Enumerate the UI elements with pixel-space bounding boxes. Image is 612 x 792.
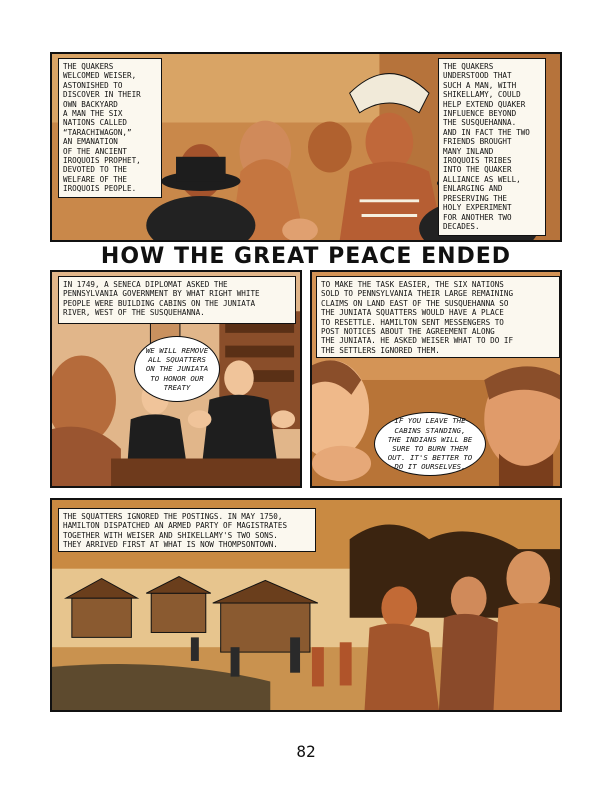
- caption-quakers-understood: THE QUAKERS UNDERSTOOD THAT SUCH A MAN, WITH SHIKELLAMY, COULD HELP EXTEND QUAKER INFLUENCE BEYOND THE SUSQUEHANNA. AND IN FACT THE TWO FRIENDS BROUGHT MANY INLAND IROQUOIS TRIBES INTO THE QUAKER ALLIANCE AS WELL, ENLARGING AND PRESERVING THE HOLY EXPERIMENT FOR ANOTHER TWO DECADES.: [438, 58, 546, 236]
- caption-squatters-ignored: THE SQUATTERS IGNORED THE POSTINGS. IN MAY 1750, HAMILTON DISPATCHED AN ARMED PARTY OF MAGISTRATES TOGETHER WITH WEISER AND SHIKELLAMY'S TWO SONS. THEY ARRIVED FIRST AT WHAT IS NOW THOMPSONTOWN.: [58, 508, 316, 552]
- section-heading: HOW THE GREAT PEACE ENDED: [100, 244, 512, 269]
- panel-sell-claims: [310, 270, 562, 488]
- speech-bubble-remove-squatters: WE WILL REMOVE ALL SQUATTERS ON THE JUNIATA TO HONOR OUR TREATY: [134, 336, 220, 402]
- panel-armed-party: [50, 498, 562, 712]
- page-number: 82: [296, 742, 316, 761]
- panel-quakers-welcome: [50, 52, 562, 242]
- caption-six-nations-sold: TO MAKE THE TASK EASIER, THE SIX NATIONS SOLD TO PENNSYLVANIA THEIR LARGE REMAINING CLAIMS ON LAND EAST OF THE SUSQUEHANNA SO THE JUNIATA SQUATTERS WOULD HAVE A PLACE TO RESETTLE. HAMILTON SENT MESSENGERS TO POST NOTICES ABOUT THE AGREEMENT ALONG THE JUNIATA. HE ASKED WEISER WHAT TO DO IF THE SETTLERS IGNORED THEM.: [316, 276, 560, 358]
- caption-seneca-diplomat: IN 1749, A SENECA DIPLOMAT ASKED THE PENNSYLVANIA GOVERNMENT BY WHAT RIGHT WHITE PEOPLE WERE BUILDING CABINS ON THE JUNIATA RIVER, WEST OF THE SUSQUEHANNA.: [58, 276, 296, 324]
- caption-quakers-welcomed-weiser: THE QUAKERS WELCOMED WEISER, ASTONISHED TO DISCOVER IN THEIR OWN BACKYARD A MAN THE SIX NATIONS CALLED “TARACHIWAGON,” AN EMANATION OF THE ANCIENT IROQUOIS PROPHET, DEVOTED TO THE WELFARE OF THE IROQUOIS PEOPLE.: [58, 58, 162, 198]
- speech-bubble-burn-cabins: IF YOU LEAVE THE CABINS STANDING, THE INDIANS WILL BE SURE TO BURN THEM OUT. IT'S BETTER TO DO IT OURSELVES.: [374, 412, 486, 476]
- panel-seneca-diplomat: [50, 270, 302, 488]
